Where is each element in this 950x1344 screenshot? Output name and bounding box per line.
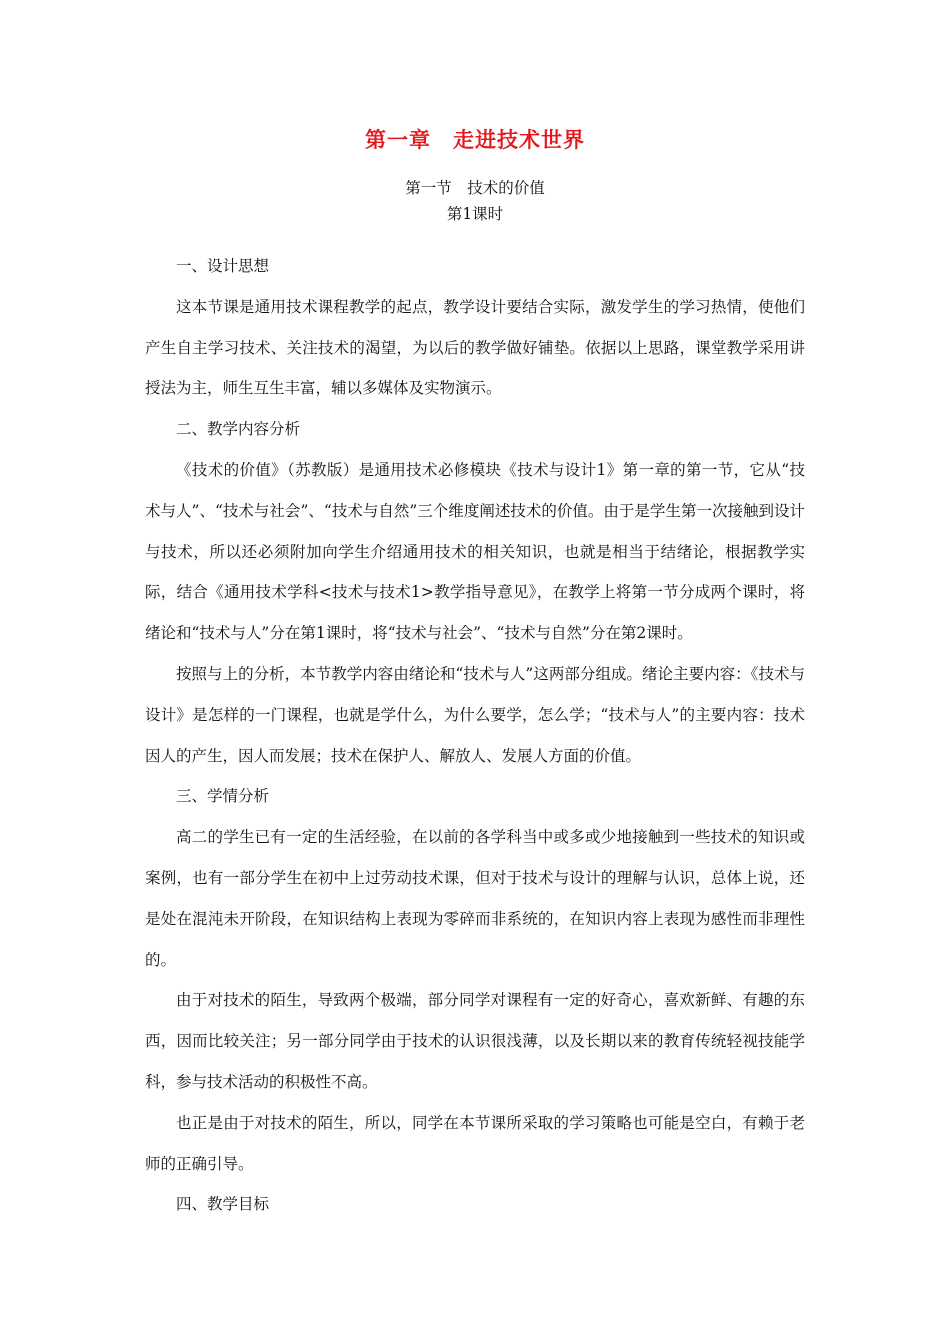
document-body <box>145 246 805 1225</box>
paragraph: 由于对技术的陌生，导致两个极端，部分同学对课程有一定的好奇心，喜欢新鲜、有趣的东西，因而比较关注；另一部分同学由于技术的认识很浅薄，以及长期以来的教育传统轻视技能学科，参与技术活动的积极性不高。 <box>145 991 805 1091</box>
paragraph: 《技术的价值》（苏教版）是通用技术必修模块《技术与设计1》第一章的第一节，它从“技术与人”、“技术与社会”、“技术与自然”三个维度阐述技术的价值。由于是学生第一次接触到设计与技术，所以还必须附加向学生介绍通用技术的相关知识，也就是相当于结绪论，根据教学实际，结合《通用技术学科<技术与技术1>教学指导意见》，在教学上将第一节分成两个课时，将绪论和“技术与人”分在第1课时，将“技术与社会”、“技术与自然”分在第2课时。 <box>145 460 805 643</box>
heading-content-analysis: 二、教学内容分析 <box>176 420 301 439</box>
paragraph: 按照与上的分析，本节教学内容由绪论和“技术与人”这两部分组成。绪论主要内容：《技术与设计》是怎样的一门课程，也就是学什么，为什么要学，怎么学；“技术与人”的主要内容：技术因人的产生，因人而发展；技术在保护人、解放人、发展人方面的价值。 <box>145 664 805 765</box>
paragraph: 这本节课是通用技术课程教学的起点，教学设计要结合实际，激发学生的学习热情，使他们产生自主学习技术、关注技术的渴望，为以后的教学做好铺垫。依据以上思路，课堂教学采用讲授法为主，师生互生丰富，辅以多媒体及实物演示。 <box>145 297 805 398</box>
paragraph: 高二的学生已有一定的生活经验，在以前的各学科当中或多或少地接触到一些技术的知识或案例，也有一部分学生在初中上过劳动技术课，但对于技术与设计的理解与认识，总体上说，还是处在混沌未开阶段，在知识结构上表现为零碎而非系统的，在知识内容上表现为感性而非理性的。 <box>145 828 805 969</box>
chapter-title: 第一章 走进技术世界 <box>365 128 585 152</box>
heading-design-idea: 一、设计思想 <box>176 257 270 275</box>
paragraph: 也正是由于对技术的陌生，所以，同学在本节课所采取的学习策略也可能是空白，有赖于老师的正确引导。 <box>145 1113 805 1173</box>
lesson-title: 第1课时 <box>446 205 504 223</box>
heading-teaching-goals: 四、教学目标 <box>176 1195 270 1214</box>
heading-student-analysis: 三、学情分析 <box>176 787 270 806</box>
section-title: 第一节 技术的价值 <box>405 179 545 197</box>
